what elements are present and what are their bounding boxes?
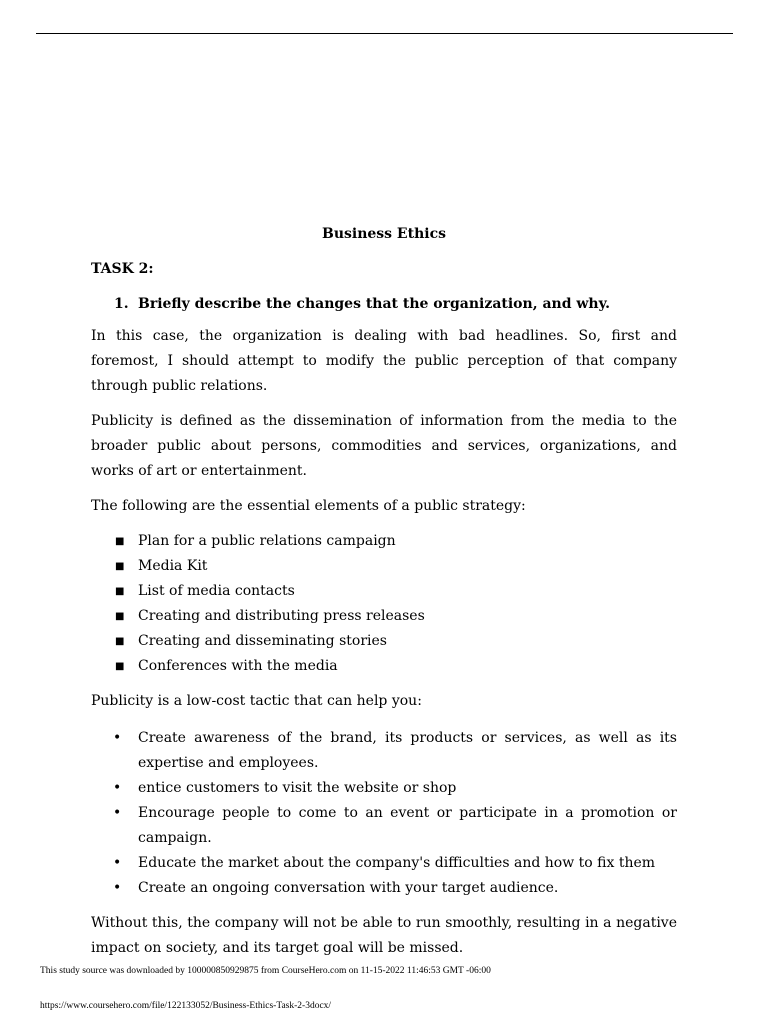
document-title: Business Ethics [322, 226, 446, 242]
list-item: • Create an ongoing conversation with your target audience. [91, 876, 677, 901]
list-item: ■ Media Kit [91, 554, 677, 579]
question-number: 1. [114, 296, 129, 312]
list-item: • entice customers to visit the website or shop [91, 776, 677, 801]
square-bullet-icon: ■ [115, 611, 125, 622]
dot-bullet-icon: • [113, 730, 122, 746]
tactic-list [91, 726, 677, 901]
paragraph-conclusion: Without this, the company will not be able to run smoothly, resulting in a negative impact on society, and its target goal will be missed. [91, 915, 677, 956]
elements-list [91, 529, 677, 679]
dot-bullet-icon: • [113, 780, 122, 796]
paragraph-intro: In this case, the organization is dealing with bad headlines. So, first and foremost, I should attempt to modify the public perception of that company through public relations. [91, 328, 677, 394]
question-text: Briefly describe the changes that the organization, and why. [138, 296, 610, 312]
document-body [91, 224, 677, 961]
question-heading [91, 294, 677, 314]
task-heading: TASK 2: [91, 261, 154, 277]
list-item: • Create awareness of the brand, its products or services, as well as its expertise and employees. [91, 726, 677, 776]
square-bullet-icon: ■ [115, 661, 125, 672]
list-item: ■ Creating and disseminating stories [91, 629, 677, 654]
list-item: • Encourage people to come to an event or participate in a promotion or campaign. [91, 801, 677, 851]
dot-bullet-icon: • [113, 880, 122, 896]
list-item: ■ Creating and distributing press releases [91, 604, 677, 629]
list-item: • Educate the market about the company's difficulties and how to fix them [91, 851, 677, 876]
paragraph-publicity-definition: Publicity is defined as the dissemination of information from the media to the broader public about persons, commodities and services, organizations, and works of art or entertainment. [91, 413, 677, 479]
square-bullet-icon: ■ [115, 636, 125, 647]
square-bullet-icon: ■ [115, 586, 125, 597]
paragraph-elements-intro: The following are the essential elements of a public strategy: [91, 498, 526, 514]
download-note: This study source was downloaded by 100000850929875 from CourseHero.com on 11-15-2022 11:46:53 GMT -06:00 [40, 966, 491, 976]
list-item: ■ Conferences with the media [91, 654, 677, 679]
dot-bullet-icon: • [113, 855, 122, 871]
square-bullet-icon: ■ [115, 561, 125, 572]
dot-bullet-icon: • [113, 805, 122, 821]
square-bullet-icon: ■ [115, 536, 125, 547]
list-item: ■ Plan for a public relations campaign [91, 529, 677, 554]
paragraph-tactic-intro: Publicity is a low-cost tactic that can help you: [91, 693, 422, 709]
list-item: ■ List of media contacts [91, 579, 677, 604]
source-url[interactable]: https://www.coursehero.com/file/122133052/Business-Ethics-Task-2-3docx/ [40, 1001, 332, 1011]
header-rule [36, 33, 733, 34]
